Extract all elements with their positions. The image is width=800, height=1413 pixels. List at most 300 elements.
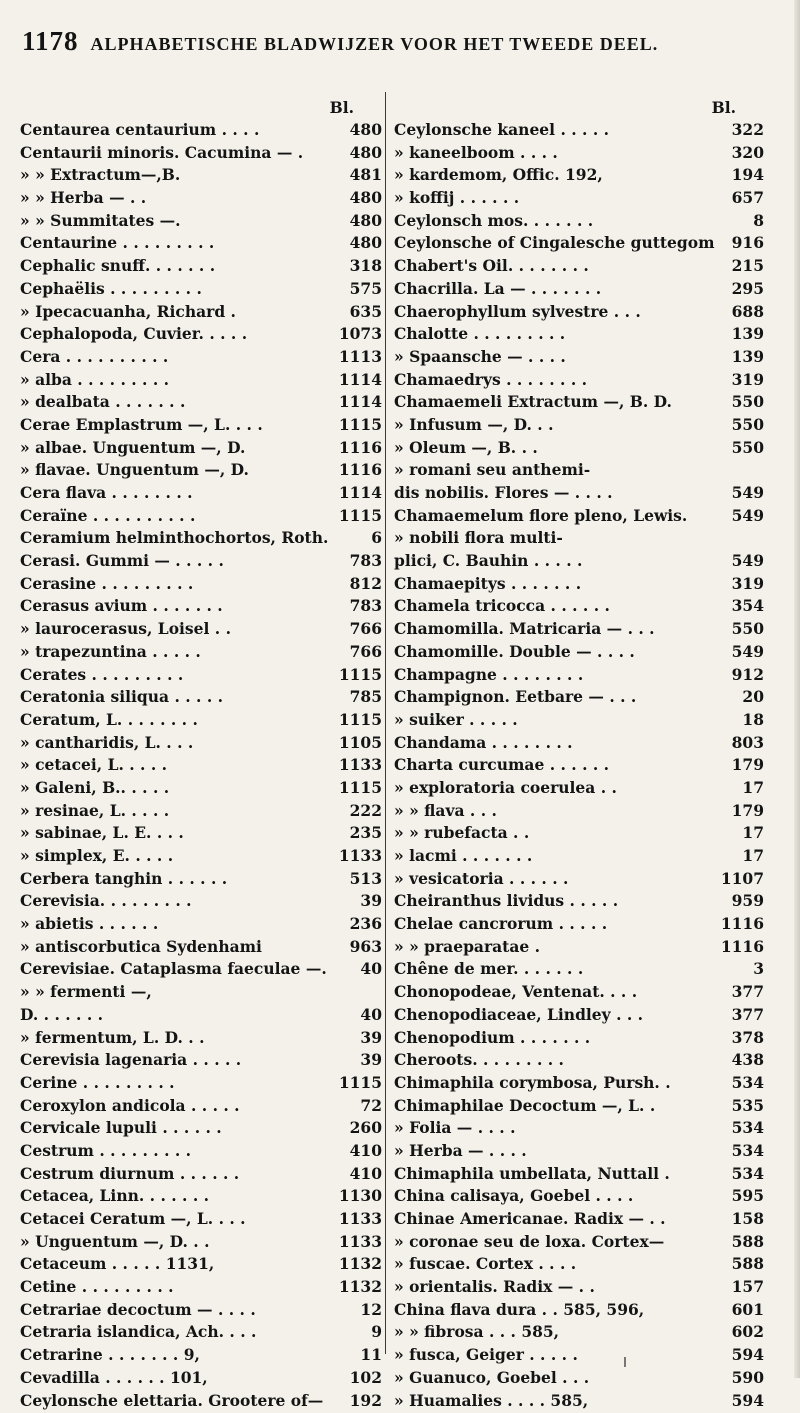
- page-ref: 688: [728, 302, 764, 321]
- left-index-row: [20, 165, 382, 188]
- index-entry: » Guanuco, Goebel . . .: [394, 1368, 728, 1387]
- right-index-row: [394, 392, 764, 415]
- page-ref: 12: [356, 1300, 382, 1319]
- right-index-row: [394, 1073, 764, 1096]
- page-ref: 550: [728, 619, 764, 638]
- page-header: [22, 26, 782, 57]
- page-ref: 319: [728, 370, 764, 389]
- left-index-row: [20, 1209, 382, 1232]
- index-entry: » exploratoria coerulea . .: [394, 778, 738, 797]
- page-ref: 535: [728, 1096, 764, 1115]
- index-entry: Chelae cancrorum . . . . .: [394, 914, 717, 933]
- page-ref: 377: [728, 982, 764, 1001]
- index-entry: Cephaëlis . . . . . . . . .: [20, 279, 346, 298]
- page-ref: 1115: [335, 415, 382, 434]
- index-entry: China flava dura . . 585, 596,: [394, 1300, 728, 1319]
- left-index-row: [20, 937, 382, 960]
- page-ref: 1116: [335, 460, 382, 479]
- left-index-row: [20, 687, 382, 710]
- left-index-row: [20, 665, 382, 688]
- index-entry: Cetaceum . . . . . 1131,: [20, 1254, 335, 1273]
- page-ref: 1073: [335, 324, 382, 343]
- left-index-row: [20, 982, 382, 1005]
- left-index-row: [20, 279, 382, 302]
- left-index-row: [20, 1345, 382, 1368]
- index-entry: Chimaphila umbellata, Nuttall .: [394, 1164, 728, 1183]
- index-entry: » » fibrosa . . . 585,: [394, 1322, 728, 1341]
- index-entry: » resinae, L. . . . .: [20, 801, 346, 820]
- right-index-row: [394, 165, 764, 188]
- right-index-row: [394, 302, 764, 325]
- page-ref: 39: [356, 891, 382, 910]
- left-index-row: [20, 1322, 382, 1345]
- right-index-row: [394, 1368, 764, 1391]
- index-entry: » cantharidis, L. . . .: [20, 733, 335, 752]
- page-ref: 354: [728, 596, 764, 615]
- index-entry: » suiker . . . . .: [394, 710, 738, 729]
- right-index-row: [394, 1028, 764, 1051]
- page-ref: 1105: [335, 733, 382, 752]
- right-index-row: [394, 755, 764, 778]
- left-index-row: [20, 823, 382, 846]
- left-index-row: [20, 1164, 382, 1187]
- page-ref: 157: [728, 1277, 764, 1296]
- right-index-row: [394, 370, 764, 393]
- left-index-row: [20, 619, 382, 642]
- left-index-row: [20, 302, 382, 325]
- right-index-row: [394, 120, 764, 143]
- page-ref: 588: [728, 1254, 764, 1273]
- left-index-row: [20, 506, 382, 529]
- scan-mark: [624, 1357, 626, 1367]
- page-ref: 1133: [335, 755, 382, 774]
- index-entry: Champagne . . . . . . . .: [394, 665, 728, 684]
- index-entry: » antiscorbutica Sydenhami: [20, 937, 346, 956]
- right-index-row: [394, 1345, 764, 1368]
- page-ref: 215: [728, 256, 764, 275]
- right-index-row: [394, 1300, 764, 1323]
- index-entry: Ceylonsche kaneel . . . . .: [394, 120, 728, 139]
- left-index-row: [20, 211, 382, 234]
- left-index-row: [20, 415, 382, 438]
- page-ref: 766: [346, 619, 382, 638]
- left-index-row: [20, 324, 382, 347]
- page-ref: 8: [749, 211, 764, 230]
- index-entry: Centaurii minoris. Cacumina — .: [20, 143, 346, 162]
- page-ref: 912: [728, 665, 764, 684]
- left-index-row: [20, 460, 382, 483]
- index-entry: Ceylonsche of Cingalesche guttegom: [394, 233, 728, 252]
- page-ref: 410: [346, 1164, 382, 1183]
- index-entry: Cheiranthus lividus . . . . .: [394, 891, 728, 910]
- right-index-row: [394, 596, 764, 619]
- right-index-row: [394, 1391, 764, 1413]
- page-ref: 550: [728, 392, 764, 411]
- page-ref: 549: [728, 551, 764, 570]
- index-entry: Cerae Emplastrum —, L. . . .: [20, 415, 335, 434]
- page-ref: 785: [346, 687, 382, 706]
- left-index-row: [20, 1073, 382, 1096]
- page-number: 1178: [22, 26, 79, 56]
- left-index-row: [20, 1050, 382, 1073]
- right-index-row: [394, 1096, 764, 1119]
- page-ref: 602: [728, 1322, 764, 1341]
- index-entry: Ceratum, L. . . . . . . .: [20, 710, 335, 729]
- right-index-row: [394, 483, 764, 506]
- index-entry: » » rubefacta . .: [394, 823, 738, 842]
- left-index-row: [20, 483, 382, 506]
- page-ref: 1114: [335, 370, 382, 389]
- right-entries: [394, 120, 764, 1413]
- index-entry: Cevadilla . . . . . . 101,: [20, 1368, 346, 1387]
- index-entry: Cephalic snuff. . . . . . .: [20, 256, 346, 275]
- left-index-row: [20, 755, 382, 778]
- page-ref: 260: [346, 1118, 382, 1137]
- index-entry: » kardemom, Offic. 192,: [394, 165, 728, 184]
- page-ref: 1107: [717, 869, 764, 888]
- left-index-row: [20, 120, 382, 143]
- page-ref: 295: [728, 279, 764, 298]
- index-entry: Chalotte . . . . . . . . .: [394, 324, 728, 343]
- left-index-row: [20, 1005, 382, 1028]
- right-index-row: [394, 959, 764, 982]
- page-ref: 40: [356, 1005, 382, 1024]
- page-ref: 783: [346, 551, 382, 570]
- page-ref: 534: [728, 1164, 764, 1183]
- page-ref: 139: [728, 347, 764, 366]
- left-column: [20, 98, 382, 1413]
- left-index-row: [20, 392, 382, 415]
- page-ref: 1114: [335, 392, 382, 411]
- index-entry: Chamaemeli Extractum —, B. D.: [394, 392, 728, 411]
- right-index-row: [394, 937, 764, 960]
- page-ref: 481: [346, 165, 382, 184]
- left-index-row: [20, 642, 382, 665]
- page-ref: 319: [728, 574, 764, 593]
- index-entry: Ceylonsche elettaria. Grootere of—: [20, 1391, 346, 1410]
- page-ref: 1133: [335, 846, 382, 865]
- left-entries: [20, 120, 382, 1413]
- right-index-row: [394, 415, 764, 438]
- left-index-row: [20, 551, 382, 574]
- index-entry: Cerasi. Gummi — . . . . .: [20, 551, 346, 570]
- index-entry: Cetrariae decoctum — . . . .: [20, 1300, 356, 1319]
- right-index-row: [394, 551, 764, 574]
- index-entry: Cera . . . . . . . . . .: [20, 347, 335, 366]
- page-ref: 222: [346, 801, 382, 820]
- page-ref: 17: [738, 846, 764, 865]
- index-entry: » Spaansche — . . . .: [394, 347, 728, 366]
- page-ref: 588: [728, 1232, 764, 1251]
- page-ref: 595: [728, 1186, 764, 1205]
- page-ref: 1130: [335, 1186, 382, 1205]
- index-entry: » Huamalies . . . . 585,: [394, 1391, 728, 1410]
- right-index-row: [394, 528, 764, 551]
- index-entry: » Folia — . . . .: [394, 1118, 728, 1137]
- index-entry: Champignon. Eetbare — . . .: [394, 687, 738, 706]
- right-index-row: [394, 891, 764, 914]
- page-ref: 72: [356, 1096, 382, 1115]
- index-entry: Chandama . . . . . . . .: [394, 733, 728, 752]
- index-entry: » » Summitates —.: [20, 211, 346, 230]
- index-entry: » fusca, Geiger . . . . .: [394, 1345, 728, 1364]
- page-ref: 959: [728, 891, 764, 910]
- index-entry: Cestrum diurnum . . . . . .: [20, 1164, 346, 1183]
- right-index-row: [394, 1005, 764, 1028]
- index-entry: » coronae seu de loxa. Cortex—: [394, 1232, 728, 1251]
- index-entry: Cerevisiae. Cataplasma faeculae —.: [20, 959, 356, 978]
- page-ref: 40: [356, 959, 382, 978]
- page-ref: 410: [346, 1141, 382, 1160]
- index-entry: Cervicale lupuli . . . . . .: [20, 1118, 346, 1137]
- page-ref: 1116: [335, 438, 382, 457]
- page-ref: 1116: [717, 914, 764, 933]
- index-entry: Ceraïne . . . . . . . . . .: [20, 506, 335, 525]
- right-index-row: [394, 188, 764, 211]
- left-index-row: [20, 256, 382, 279]
- right-index-row: [394, 438, 764, 461]
- right-index-row: [394, 256, 764, 279]
- index-entry: plici, C. Bauhin . . . . .: [394, 551, 728, 570]
- left-index-row: [20, 801, 382, 824]
- index-entry: Chaerophyllum sylvestre . . .: [394, 302, 728, 321]
- page-ref: 635: [346, 302, 382, 321]
- index-entry: » Oleum —, B. . .: [394, 438, 728, 457]
- index-entry: Cheroots. . . . . . . . .: [394, 1050, 728, 1069]
- index-entry: » albae. Unguentum —, D.: [20, 438, 335, 457]
- index-entry: China calisaya, Goebel . . . .: [394, 1186, 728, 1205]
- page-ref: 480: [346, 211, 382, 230]
- page-ref: 513: [346, 869, 382, 888]
- index-entry: » » praeparatae .: [394, 937, 717, 956]
- page-ref: 17: [738, 823, 764, 842]
- page-ref: 549: [728, 506, 764, 525]
- left-index-row: [20, 1232, 382, 1255]
- page-ref: 1113: [335, 347, 382, 366]
- left-index-row: [20, 370, 382, 393]
- index-entry: » laurocerasus, Loisel . .: [20, 619, 346, 638]
- right-index-row: [394, 733, 764, 756]
- left-index-row: [20, 188, 382, 211]
- page-ref: 18: [738, 710, 764, 729]
- index-entry: » fuscae. Cortex . . . .: [394, 1254, 728, 1273]
- page-ref: 766: [346, 642, 382, 661]
- left-index-row: [20, 438, 382, 461]
- index-entry: Chacrilla. La — . . . . . . .: [394, 279, 728, 298]
- left-index-row: [20, 733, 382, 756]
- left-index-row: [20, 1391, 382, 1413]
- page-ref: 318: [346, 256, 382, 275]
- page-ref: 550: [728, 415, 764, 434]
- index-entry: » kaneelboom . . . .: [394, 143, 728, 162]
- page-ref: 1132: [335, 1277, 382, 1296]
- page-ref: 1133: [335, 1232, 382, 1251]
- index-entry: Chêne de mer. . . . . . .: [394, 959, 749, 978]
- left-index-row: [20, 1096, 382, 1119]
- right-index-row: [394, 982, 764, 1005]
- left-index-row: [20, 574, 382, 597]
- page-ref: 549: [728, 642, 764, 661]
- left-index-row: [20, 347, 382, 370]
- index-entry: Chimaphilae Decoctum —, L. .: [394, 1096, 728, 1115]
- index-entry: » simplex, E. . . . .: [20, 846, 335, 865]
- index-entry: Chamaepitys . . . . . . .: [394, 574, 728, 593]
- right-index-row: [394, 1254, 764, 1277]
- left-index-row: [20, 1118, 382, 1141]
- left-index-row: [20, 914, 382, 937]
- page-ref: 158: [728, 1209, 764, 1228]
- index-entry: » fermentum, L. D. . .: [20, 1028, 356, 1047]
- page-ref: 194: [728, 165, 764, 184]
- page-ref: 783: [346, 596, 382, 615]
- right-index-row: [394, 1232, 764, 1255]
- right-index-row: [394, 846, 764, 869]
- right-column: [394, 98, 764, 1413]
- page-ref: 963: [346, 937, 382, 956]
- page-ref: 550: [728, 438, 764, 457]
- index-entry: Cetacei Ceratum —, L. . . .: [20, 1209, 335, 1228]
- index-entry: » alba . . . . . . . . .: [20, 370, 335, 389]
- page-ref: 236: [346, 914, 382, 933]
- page-ref: 192: [346, 1391, 382, 1410]
- left-index-row: [20, 1028, 382, 1051]
- index-entry: Centaurea centaurium . . . .: [20, 120, 346, 139]
- left-index-row: [20, 1368, 382, 1391]
- left-index-row: [20, 959, 382, 982]
- page-ref: 601: [728, 1300, 764, 1319]
- left-index-row: [20, 1254, 382, 1277]
- left-index-row: [20, 869, 382, 892]
- page-ref: 916: [728, 233, 764, 252]
- left-index-row: [20, 1277, 382, 1300]
- index-entry: » Unguentum —, D. . .: [20, 1232, 335, 1251]
- page-ref: 39: [356, 1050, 382, 1069]
- index-entry: Cerevisia lagenaria . . . . .: [20, 1050, 356, 1069]
- page-ref: 322: [728, 120, 764, 139]
- page-ref: 1132: [335, 1254, 382, 1273]
- right-index-row: [394, 143, 764, 166]
- index-entry: Chonopodeae, Ventenat. . . .: [394, 982, 728, 1001]
- index-entry: » » fermenti —,: [20, 982, 378, 1001]
- index-entry: » Galeni, B.. . . . .: [20, 778, 335, 797]
- page-ref: 1133: [335, 1209, 382, 1228]
- index-entry: » » Herba — . .: [20, 188, 346, 207]
- page-ref: 803: [728, 733, 764, 752]
- right-index-row: [394, 914, 764, 937]
- index-entry: » Infusum —, D. . .: [394, 415, 728, 434]
- index-entry: Chamomille. Double — . . . .: [394, 642, 728, 661]
- index-entry: » Ipecacuanha, Richard .: [20, 302, 346, 321]
- index-entry: dis nobilis. Flores — . . . .: [394, 483, 728, 502]
- page-ref: 1115: [335, 506, 382, 525]
- page-edge-shadow: [794, 0, 800, 1378]
- index-entry: » vesicatoria . . . . . .: [394, 869, 717, 888]
- index-entry: Chenopodiaceae, Lindley . . .: [394, 1005, 728, 1024]
- page-ref: 17: [738, 778, 764, 797]
- right-index-row: [394, 460, 764, 483]
- index-entry: » Herba — . . . .: [394, 1141, 728, 1160]
- right-index-row: [394, 1118, 764, 1141]
- right-index-row: [394, 823, 764, 846]
- column-divider: [385, 92, 386, 1354]
- index-entry: Cetine . . . . . . . . .: [20, 1277, 335, 1296]
- page-ref: 6: [367, 528, 382, 547]
- index-entry: Cetraria islandica, Ach. . . .: [20, 1322, 367, 1341]
- right-index-row: [394, 1164, 764, 1187]
- page-ref: 377: [728, 1005, 764, 1024]
- page-ref: 20: [738, 687, 764, 706]
- index-entry: Cerates . . . . . . . . .: [20, 665, 335, 684]
- page-ref: 9: [367, 1322, 382, 1341]
- index-entry: » » Extractum—,B.: [20, 165, 346, 184]
- page-ref: 1116: [717, 937, 764, 956]
- page-ref: 594: [728, 1345, 764, 1364]
- index-entry: Chamomilla. Matricaria — . . .: [394, 619, 728, 638]
- right-index-row: [394, 506, 764, 529]
- page-ref: 480: [346, 188, 382, 207]
- index-entry: Chamela tricocca . . . . . .: [394, 596, 728, 615]
- index-entry: » lacmi . . . . . . .: [394, 846, 738, 865]
- right-index-row: [394, 324, 764, 347]
- page-ref: 534: [728, 1073, 764, 1092]
- index-entry: Ceroxylon andicola . . . . .: [20, 1096, 356, 1115]
- left-index-row: [20, 596, 382, 619]
- page-ref: 1114: [335, 483, 382, 502]
- index-entry: Centaurine . . . . . . . . .: [20, 233, 346, 252]
- left-column-heading: Bl.: [20, 98, 382, 120]
- index-entry: Chamaedrys . . . . . . . .: [394, 370, 728, 389]
- right-index-row: [394, 1209, 764, 1232]
- page-ref: 594: [728, 1391, 764, 1410]
- right-index-row: [394, 778, 764, 801]
- right-index-row: [394, 619, 764, 642]
- left-index-row: [20, 233, 382, 256]
- right-index-row: [394, 710, 764, 733]
- right-index-row: [394, 1186, 764, 1209]
- left-index-row: [20, 891, 382, 914]
- index-entry: Chabert's Oil. . . . . . . .: [394, 256, 728, 275]
- right-index-row: [394, 801, 764, 824]
- left-index-row: [20, 846, 382, 869]
- right-index-row: [394, 665, 764, 688]
- page-ref: 1115: [335, 665, 382, 684]
- index-entry: Chinae Americanae. Radix — . .: [394, 1209, 728, 1228]
- right-index-row: [394, 233, 764, 256]
- right-index-row: [394, 1141, 764, 1164]
- page-ref: 139: [728, 324, 764, 343]
- page-ref: 480: [346, 143, 382, 162]
- index-entry: Cerasine . . . . . . . . .: [20, 574, 346, 593]
- index-entry: Ceylonsch mos. . . . . . .: [394, 211, 749, 230]
- page-ref: 1115: [335, 1073, 382, 1092]
- index-entry: » sabinae, L. E. . . .: [20, 823, 346, 842]
- index-entry: » nobili flora multi-: [394, 528, 760, 547]
- index-entry: » dealbata . . . . . . .: [20, 392, 335, 411]
- index-entry: Chamaemelum flore pleno, Lewis.: [394, 506, 728, 525]
- index-entry: Ceramium helminthochortos, Roth.: [20, 528, 367, 547]
- right-index-row: [394, 642, 764, 665]
- page-ref: 1115: [335, 710, 382, 729]
- left-index-row: [20, 1300, 382, 1323]
- index-entry: Cerbera tanghin . . . . . .: [20, 869, 346, 888]
- index-entry: » koffij . . . . . .: [394, 188, 728, 207]
- right-index-row: [394, 211, 764, 234]
- right-index-row: [394, 574, 764, 597]
- page-ref: 590: [728, 1368, 764, 1387]
- left-index-row: [20, 143, 382, 166]
- index-entry: » orientalis. Radix — . .: [394, 1277, 728, 1296]
- index-entry: Charta curcumae . . . . . .: [394, 755, 728, 774]
